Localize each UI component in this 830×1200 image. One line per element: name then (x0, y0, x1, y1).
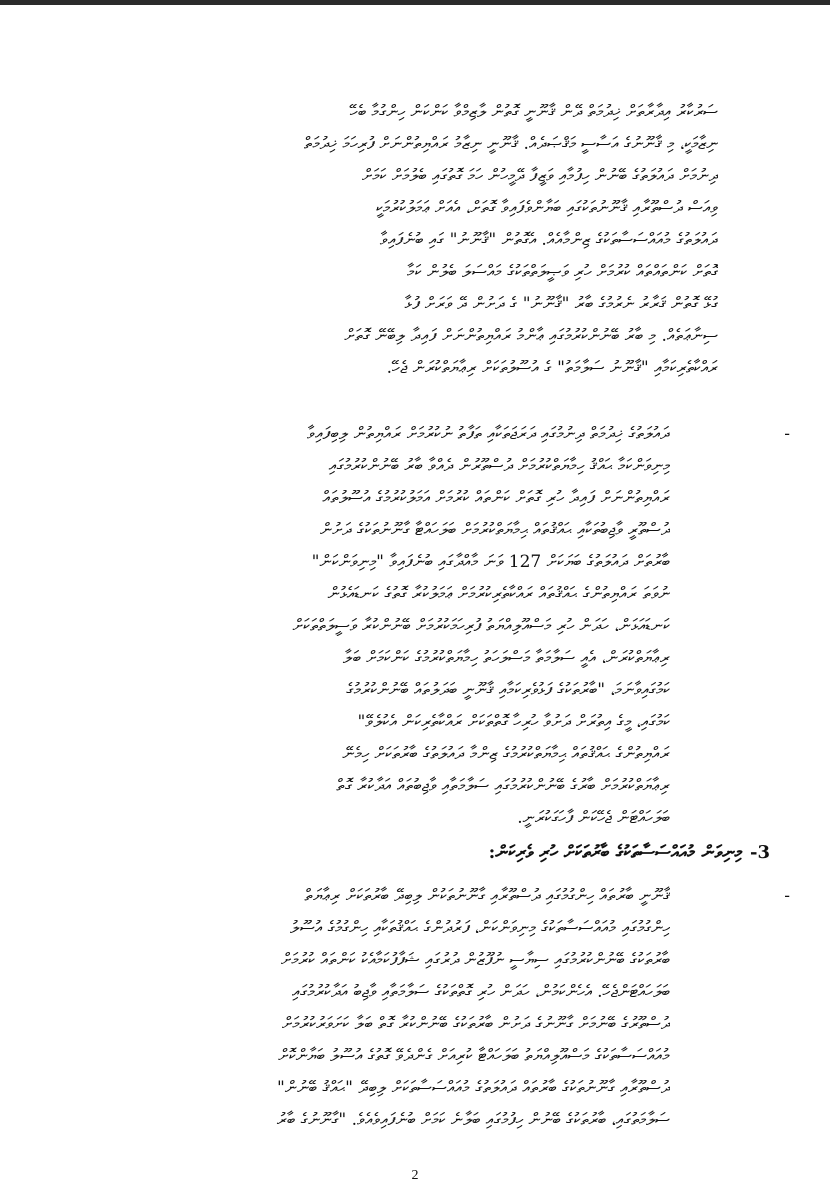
text-line: ދުސްތޫރީ ވާޖިބުތަކާއި ޙައްޤުތައް ޙިމާޔަތްކުރުމަށް ބަލަހައްޓާ ގާނޫނުތަކުގެ ދަށުން (319, 520, 670, 540)
section-title: މިނިވަން މުއައްސަސާތަކުގެ ބާރުތަކަށް ހުރި ވެރިކަން: (488, 842, 742, 863)
text-line: ޤާނޫނީ ބާރުތައް ހިންގުމުގައި ދުސްތޫރާއި ގާނޫނުތަކުން ލިބިދޭ ބާރުތަކަށް ރިޢާޔަތް (304, 886, 670, 906)
section-number: 3- (749, 842, 770, 863)
text-line: ނުވަތަ ރައްޔިތުންގެ ޙައްޤުތައް ރައްކާތެރިކުރުމަށް ޢަމަލުކުރާ ގޮތުގެ ކަނޑައެޅުން (327, 584, 670, 604)
text-line: ދިނުމަށް ދައުލަތުގެ ބޭނުން ހިފުމާއި ވަޒީފާ ދޭމީހުން ހަމަ ގޮތުގައި ބެލުމަށް ކަމަށް (361, 166, 718, 186)
text-line: ރިޢާޔަތްކުރަން، އެއީ ސަލާމަތާ މަސްލަހަތު ހިމާޔަތްކުރުމުގެ ކަންކަމަށް ބަލާ (342, 648, 670, 668)
text-line: ރައްޔިތުންގެ ޙައްޤުތައް ޙިމާޔަތްކުރުމުގެ ޒިންމާ ދައުލަތުގެ ބާރުތަކަށް ހިމެނޭ (342, 744, 670, 764)
text-line: ނިޒާމަކީ، މި ޤާނޫނުގެ އަސާސީ މަޤްޞަދެއް. ޤާނޫނީ ނިޒާމު ރައްޔިތުންނަށް ފުރިހަމަ ޚިދުމަތް (304, 134, 718, 154)
text-line: ދައުލަތުގެ މުއައްސަސާތަކުގެ ޒިންމާއެއް. އެގޮތުން "ޤާނޫނު" ގައި ބުނެފައިވާ (379, 230, 718, 250)
text-line: ބަލަހައްޓަން ޖެހޭކަން ފާހަގަކުރަނީ. (517, 808, 670, 828)
bullet-dash: - (784, 424, 790, 444)
section-heading (360, 838, 770, 868)
text-line: ބާރުތަކުގެ ބޭނުންކުރުމުގައި ސިޔާސީ ނުފޫޒުން ދުރުގައި ޝަފާފުކަމާއެކު ކަންތައް ކުރުމަށް (280, 950, 670, 970)
paragraph-2 (100, 418, 670, 828)
text-line: ސަރުކާރު އިދާރާތަށް ޚިދުމަތް ދޭން ޤާނޫނީ ގޮތުން ލާޒިމްވާ ކަންކަން ހިންގުމާ ބެހޭ (349, 102, 718, 122)
text-line: ކަމުގައި، މީގެ އިތުރަށް ދަށުވާ ހުރިހާ ގޮތްތަކަށް ރައްކާތެރިކަން އެކުލެވޭ" (357, 712, 670, 732)
text-line: ގޮތަށް ކަންތައްތައް ކުރުމަށް ހުރި ވަޞީލަތްތަކުގެ މައްސަލަ ބެލުން ކަމާ (407, 262, 718, 282)
text-line: ރައްކާތެރިކަމާއި "ޤާނޫނު ސަލާމަތު" ގެ އުސޫލުތަކަށް ރިޢާޔަތްކުރަން ޖެހޭ. (386, 358, 718, 378)
text-line: ދައުލަތުގެ ޚިދުމަތް ދިނުމުގައި ދަރަޖަތަކާއި ތަފާތު ނުކުރުމަށް ރައްޔިތުން ލިބިފައިވާ (307, 424, 670, 444)
paragraph-3 (100, 880, 670, 1180)
bullet-dash: - (784, 886, 790, 906)
text-line: ކަމުގައިވާނަމަ، "ބާރުތަކުގެ ފަޅުވެރިކަމާއި ޤާނޫނީ ބަދަލުތައް ބޭނުންކުރުމުގެ (346, 680, 670, 700)
text-line: ގުޅޭ ގޮތުން ޤަރާރު ނެރުމުގެ ބާރު "ޤާނޫނު" ގެ ދަށުން ދޭ ވަރަށް ފުޅާ (404, 294, 718, 314)
text-line: ސަލާމަތުގައި، ބާރުތަކުގެ ބޭނުން ހިފުމުގައި ބަލާނެ ކަމަށް ބުނެފައިވެއެވެ. "ގާނޫނުގެ ބާރު (276, 1110, 670, 1130)
text-line: ބަލަހައްޓަންޖެހޭ. އެހެންކަމުން، ހަދަން ހުރި ގޮތްތަކުގެ ސަލާމަތާއި ވާޖިބު އަދާކުރުމުގައި (291, 982, 670, 1002)
text-line: ވިއަސް ދުސްތޫރާއި ޤާނޫނުތަކުގައި ބަޔާންވެފައިވާ ގޮތަށް، އެއަށް ޢަމަލުކުރުމަކީ (375, 198, 718, 218)
text-line: ހިންގުމުގައި މުއައްސަސާތަކުގެ މިނިވަންކަން، ފަރުދުންގެ ޙައްޤުތަކާއި ހިންގުމުގެ އުސޫލު (289, 918, 670, 938)
page-number: 2 (411, 1168, 419, 1183)
text-line: ދުސްތޫރާއި ގާނޫނުތަކުގެ ބާރުތައް ދައުލަތުގެ މުއައްސަސާތަކަށް ލިބިދޭ "ޙައްޤު ބޭނުން" (277, 1078, 670, 1098)
text-line: ކަނޑައަޅަން، ހަދަން ހުރި މަސްއޫލިއްޔަތު ފުރިހަމަކުރުމަށް ބޭނުންކުރާ ވަސީލަތްތަކަށް (292, 616, 670, 636)
text-line: ބާރުތަށް ދައުލަތުގެ ބަޔަކަށް 127 ވަނަ މާއްދާގައި ބުނެފައިވާ "މިނިވަންކަން" (311, 552, 670, 572)
text-line: ރައްޔިތުންނަށް ފައިދާ ހުރި ގޮތަށް ކަންތައް ކުރުމަށް އަމަލުކުރުމުގެ އުސޫލުތައް (322, 488, 670, 508)
text-line: ރިޢާޔަތްކުރުމަށް ބާރުގެ ބޭނުންކުރުމުގައި ސަލާމަތާއި ވާޖިބުތައް އަދާކުރާ ގޮތް (336, 776, 670, 796)
text-line: ސިނާޢަތެއް. މި ބާރު ބޭނުންކުރުމުގައި ޢާންމު ރައްޔިތުންނަށް ފައިދާ ލިބޭނޭ ގޮތަށް (344, 326, 718, 346)
text-line: މުއައްސަސާތަކުގެ މަސްއޫލިއްޔަތު ބަލަހައްޓާ ކުރިއަށް ގެންދެވޭ ގޮތުގެ އުސޫލު ބަޔާންކޮށް (278, 1046, 670, 1066)
text-line: މިނިވަންކަމާ ޙައްޤު ހިމާޔަތްކުރުމަށް ދުސްތޫރުން ދެއްވާ ބާރު ބޭނުންކުރުމުގައި (328, 456, 670, 476)
paragraph-1 (100, 96, 718, 392)
text-line: ދުސްތޫރުގެ ބޭނުމަށް ގާނޫނުގެ ދަށުން ބާރުތަކުގެ ބޭނުންކުރާ ގޮތް ބަލާ ކަށަވަރުކުރުމަށް (282, 1014, 670, 1034)
